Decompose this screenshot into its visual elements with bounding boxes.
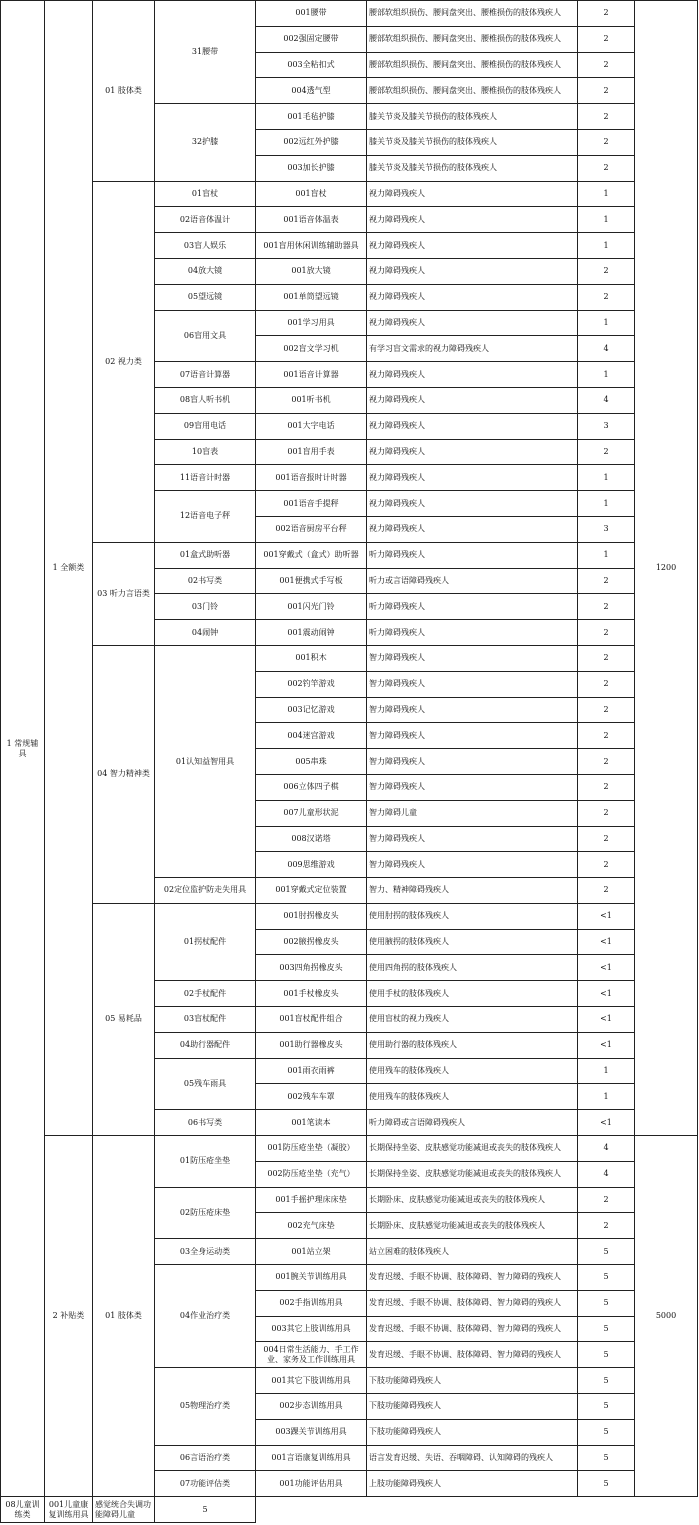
subcategory-cell: 07功能评估类 xyxy=(155,1471,256,1497)
item-target-cell: 智力障碍残疾人 xyxy=(367,826,578,852)
item-years-cell: 5 xyxy=(578,1419,635,1445)
item-target-cell: 视力障碍残疾人 xyxy=(367,233,578,259)
item-target-cell: 听力障碍或言语障碍残疾人 xyxy=(367,1110,578,1136)
item-years-cell: 3 xyxy=(578,516,635,542)
item-years-cell: 1 xyxy=(578,207,635,233)
item-name-cell: 001功能评估用具 xyxy=(256,1471,367,1497)
amount-cell: 5000 xyxy=(635,1136,698,1497)
item-target-cell: 长期保持坐姿、皮肤感觉功能减退或丧失的肢体残疾人 xyxy=(367,1136,578,1162)
subcategory-cell: 03全身运动类 xyxy=(155,1239,256,1265)
subcategory-cell: 31腰带 xyxy=(155,1,256,104)
item-target-cell: 发育迟缓、手眼不协调、肢体障碍、智力障碍的残疾人 xyxy=(367,1316,578,1342)
item-target-cell: 使用四角拐的肢体残疾人 xyxy=(367,955,578,981)
item-target-cell: 上肢功能障碍残疾人 xyxy=(367,1471,578,1497)
item-years-cell: 4 xyxy=(578,1136,635,1162)
item-years-cell: 2 xyxy=(578,749,635,775)
item-years-cell: 2 xyxy=(578,1213,635,1239)
item-years-cell: <1 xyxy=(578,1007,635,1033)
item-target-cell: 视力障碍残疾人 xyxy=(367,310,578,336)
item-target-cell: 站立困难的肢体残疾人 xyxy=(367,1239,578,1265)
item-target-cell: 腰部软组织损伤、腰间盘突出、腰椎损伤的肢体残疾人 xyxy=(367,1,578,27)
item-years-cell: 2 xyxy=(578,258,635,284)
item-target-cell: 膝关节炎及膝关节损伤的肢体残疾人 xyxy=(367,129,578,155)
subcategory-cell: 06盲用文具 xyxy=(155,310,256,362)
item-years-cell: 5 xyxy=(578,1471,635,1497)
item-years-cell: 1 xyxy=(578,362,635,388)
subcategory-cell: 02书写类 xyxy=(155,568,256,594)
item-name-cell: 003踝关节训练用具 xyxy=(256,1419,367,1445)
item-name-cell: 003全粘扣式 xyxy=(256,52,367,78)
item-name-cell: 001笔读本 xyxy=(256,1110,367,1136)
subcategory-cell: 03盲人娱乐 xyxy=(155,233,256,259)
item-name-cell: 001盲用手表 xyxy=(256,439,367,465)
item-years-cell: 2 xyxy=(578,284,635,310)
table-row xyxy=(1,1,698,27)
item-years-cell: 2 xyxy=(578,568,635,594)
item-name-cell: 005串珠 xyxy=(256,749,367,775)
item-name-cell: 002盲文学习机 xyxy=(256,336,367,362)
item-years-cell: 1 xyxy=(578,465,635,491)
category-l3-cell: 01 肢体类 xyxy=(93,1136,155,1497)
item-name-cell: 002残车车罩 xyxy=(256,1084,367,1110)
item-name-cell: 001肘拐橡皮头 xyxy=(256,903,367,929)
subcategory-cell: 10盲表 xyxy=(155,439,256,465)
category-l3-cell: 04 智力精神类 xyxy=(93,645,155,903)
item-name-cell: 001听书机 xyxy=(256,387,367,413)
item-years-cell: <1 xyxy=(578,1110,635,1136)
subcategory-cell: 08盲人听书机 xyxy=(155,387,256,413)
item-name-cell: 001雨衣雨裤 xyxy=(256,1058,367,1084)
item-years-cell: 2 xyxy=(578,439,635,465)
table-row xyxy=(1,903,698,929)
subcategory-cell: 04作业治疗类 xyxy=(155,1265,256,1368)
item-years-cell: 2 xyxy=(578,697,635,723)
item-target-cell: 视力障碍残疾人 xyxy=(367,491,578,517)
item-name-cell: 001毛毡护膝 xyxy=(256,104,367,130)
item-years-cell: 1 xyxy=(578,491,635,517)
subcategory-cell: 02手杖配件 xyxy=(155,981,256,1007)
item-name-cell: 004日常生活能力、手工作业、家务及工作训练用具 xyxy=(256,1342,367,1368)
item-years-cell: <1 xyxy=(578,903,635,929)
item-name-cell: 001助行器橡皮头 xyxy=(256,1032,367,1058)
category-l3-cell: 02 视力类 xyxy=(93,181,155,542)
subcategory-cell: 09盲用电话 xyxy=(155,413,256,439)
subcategory-cell: 01盒式助听器 xyxy=(155,542,256,568)
item-years-cell: 2 xyxy=(578,620,635,646)
item-target-cell: 下肢功能障碍残疾人 xyxy=(367,1419,578,1445)
item-target-cell: 使用残车的肢体残疾人 xyxy=(367,1084,578,1110)
item-target-cell: 视力障碍残疾人 xyxy=(367,387,578,413)
item-target-cell: 听力或言语障碍残疾人 xyxy=(367,568,578,594)
item-years-cell: <1 xyxy=(578,929,635,955)
item-target-cell: 使用腋拐的肢体残疾人 xyxy=(367,929,578,955)
item-target-cell: 视力障碍残疾人 xyxy=(367,258,578,284)
category-l2-cell: 1 全额类 xyxy=(45,1,93,1136)
item-years-cell: 2 xyxy=(578,594,635,620)
item-target-cell: 长期卧床、皮肤感觉功能减退或丧失的肢体残疾人 xyxy=(367,1187,578,1213)
item-name-cell: 002防压疮坐垫（充气） xyxy=(256,1161,367,1187)
item-target-cell: 使用盲杖的视力残疾人 xyxy=(367,1007,578,1033)
item-years-cell: 3 xyxy=(578,413,635,439)
item-years-cell: 2 xyxy=(578,129,635,155)
item-years-cell: 5 xyxy=(578,1342,635,1368)
subcategory-cell: 05物理治疗类 xyxy=(155,1368,256,1445)
category-l3-cell: 01 肢体类 xyxy=(93,1,155,182)
item-target-cell: 视力障碍残疾人 xyxy=(367,362,578,388)
subcategory-cell: 05残车雨具 xyxy=(155,1058,256,1110)
item-target-cell: 腰部软组织损伤、腰间盘突出、腰椎损伤的肢体残疾人 xyxy=(367,52,578,78)
item-target-cell: 有学习盲文需求的视力障碍残疾人 xyxy=(367,336,578,362)
item-name-cell: 001震动闹钟 xyxy=(256,620,367,646)
item-name-cell: 001放大镜 xyxy=(256,258,367,284)
item-years-cell: 1 xyxy=(578,233,635,259)
category-l3-cell: 05 易耗品 xyxy=(93,903,155,1135)
item-years-cell: <1 xyxy=(578,981,635,1007)
amount-cell: 1200 xyxy=(635,1,698,1136)
item-years-cell: 2 xyxy=(578,78,635,104)
item-target-cell: 下肢功能障碍残疾人 xyxy=(367,1368,578,1394)
table-row xyxy=(1,645,698,671)
item-name-cell: 001手杖橡皮头 xyxy=(256,981,367,1007)
item-target-cell: 发育迟缓、手眼不协调、肢体障碍、智力障碍的残疾人 xyxy=(367,1342,578,1368)
item-name-cell: 001站立架 xyxy=(256,1239,367,1265)
subcategory-cell: 06言语治疗类 xyxy=(155,1445,256,1471)
subcategory-cell: 08儿童训练类 xyxy=(1,1497,45,1523)
item-name-cell: 001语音手提秤 xyxy=(256,491,367,517)
subcategory-cell: 04放大镜 xyxy=(155,258,256,284)
item-name-cell: 001大字电话 xyxy=(256,413,367,439)
table-row xyxy=(1,1136,698,1162)
table-row xyxy=(1,1497,698,1523)
item-years-cell: 2 xyxy=(578,800,635,826)
subcategory-cell: 01盲杖 xyxy=(155,181,256,207)
item-name-cell: 002腋拐橡皮头 xyxy=(256,929,367,955)
item-target-cell: 智力障碍残疾人 xyxy=(367,671,578,697)
item-name-cell: 003加长护膝 xyxy=(256,155,367,181)
item-name-cell: 006立体四子棋 xyxy=(256,774,367,800)
item-target-cell: 语言发育迟缓、失语、吞咽障碍、认知障碍的残疾人 xyxy=(367,1445,578,1471)
subcategory-cell: 03盲杖配件 xyxy=(155,1007,256,1033)
item-name-cell: 003记忆游戏 xyxy=(256,697,367,723)
item-years-cell: 2 xyxy=(578,52,635,78)
item-target-cell: 视力障碍残疾人 xyxy=(367,465,578,491)
item-target-cell: 腰部软组织损伤、腰间盘突出、腰椎损伤的肢体残疾人 xyxy=(367,78,578,104)
item-name-cell: 001盲杖配件组合 xyxy=(256,1007,367,1033)
item-name-cell: 001腰带 xyxy=(256,1,367,27)
item-years-cell: 5 xyxy=(578,1290,635,1316)
item-target-cell: 使用手杖的肢体残疾人 xyxy=(367,981,578,1007)
item-years-cell: 1 xyxy=(578,310,635,336)
item-years-cell: <1 xyxy=(578,955,635,981)
item-years-cell: 2 xyxy=(578,104,635,130)
item-target-cell: 使用残车的肢体残疾人 xyxy=(367,1058,578,1084)
item-name-cell: 002步态训练用具 xyxy=(256,1394,367,1420)
item-name-cell: 001穿戴式定位装置 xyxy=(256,878,367,904)
item-name-cell: 001语音报时计时器 xyxy=(256,465,367,491)
item-name-cell: 001闪光门铃 xyxy=(256,594,367,620)
category-l1-cell: 1 常规辅具 xyxy=(1,1,45,1497)
item-name-cell: 001言语康复训练用具 xyxy=(256,1445,367,1471)
item-name-cell: 001盲杖 xyxy=(256,181,367,207)
item-target-cell: 智力障碍残疾人 xyxy=(367,723,578,749)
item-years-cell: 5 xyxy=(578,1445,635,1471)
item-name-cell: 002语音厨房平台秤 xyxy=(256,516,367,542)
item-target-cell: 发育迟缓、手眼不协调、肢体障碍、智力障碍的残疾人 xyxy=(367,1290,578,1316)
item-target-cell: 发育迟缓、手眼不协调、肢体障碍、智力障碍的残疾人 xyxy=(367,1265,578,1291)
subcategory-cell: 02防压疮床垫 xyxy=(155,1187,256,1239)
item-years-cell: 2 xyxy=(578,723,635,749)
item-target-cell: 智力障碍残疾人 xyxy=(367,852,578,878)
item-target-cell: 腰部软组织损伤、腰间盘突出、腰椎损伤的肢体残疾人 xyxy=(367,26,578,52)
item-target-cell: 智力障碍残疾人 xyxy=(367,774,578,800)
subcategory-cell: 11语音计时器 xyxy=(155,465,256,491)
item-name-cell: 001防压疮坐垫（凝胶） xyxy=(256,1136,367,1162)
item-years-cell: 5 xyxy=(578,1239,635,1265)
item-target-cell: 使用助行器的肢体残疾人 xyxy=(367,1032,578,1058)
item-years-cell: 2 xyxy=(578,1,635,27)
item-name-cell: 008汉诺塔 xyxy=(256,826,367,852)
item-target-cell: 视力障碍残疾人 xyxy=(367,207,578,233)
item-years-cell: 5 xyxy=(578,1368,635,1394)
item-target-cell: 视力障碍残疾人 xyxy=(367,413,578,439)
item-name-cell: 001积木 xyxy=(256,645,367,671)
subcategory-cell: 07语音计算器 xyxy=(155,362,256,388)
subcategory-cell: 01认知益智用具 xyxy=(155,645,256,877)
subcategory-cell: 02语音体温计 xyxy=(155,207,256,233)
item-name-cell: 002远红外护膝 xyxy=(256,129,367,155)
item-years-cell: 2 xyxy=(578,878,635,904)
item-name-cell: 002充气床垫 xyxy=(256,1213,367,1239)
item-target-cell: 听力障碍残疾人 xyxy=(367,620,578,646)
item-years-cell: 1 xyxy=(578,1084,635,1110)
item-years-cell: 4 xyxy=(578,1161,635,1187)
subcategory-cell: 32护膝 xyxy=(155,104,256,181)
item-target-cell: 智力障碍残疾人 xyxy=(367,645,578,671)
category-l2-cell: 2 补贴类 xyxy=(45,1136,93,1497)
table-row xyxy=(1,542,698,568)
item-target-cell: 视力障碍残疾人 xyxy=(367,284,578,310)
item-target-cell: 听力障碍残疾人 xyxy=(367,542,578,568)
subcategory-cell: 01拐杖配件 xyxy=(155,903,256,980)
subcategory-cell: 02定位监护防走失用具 xyxy=(155,878,256,904)
table-body xyxy=(1,1,698,1523)
item-name-cell: 001穿戴式（盒式）助听器 xyxy=(256,542,367,568)
item-years-cell: 2 xyxy=(578,645,635,671)
item-name-cell: 001学习用具 xyxy=(256,310,367,336)
subcategory-cell: 04闹钟 xyxy=(155,620,256,646)
item-name-cell: 001腕关节训练用具 xyxy=(256,1265,367,1291)
item-years-cell: 2 xyxy=(578,671,635,697)
item-name-cell: 003其它上肢训练用具 xyxy=(256,1316,367,1342)
item-name-cell: 003四角拐橡皮头 xyxy=(256,955,367,981)
item-years-cell: 2 xyxy=(578,826,635,852)
category-l3-cell: 03 听力言语类 xyxy=(93,542,155,645)
item-name-cell: 009思维游戏 xyxy=(256,852,367,878)
subcategory-cell: 06书写类 xyxy=(155,1110,256,1136)
item-name-cell: 002钓竿游戏 xyxy=(256,671,367,697)
item-years-cell: 5 xyxy=(578,1394,635,1420)
item-target-cell: 膝关节炎及膝关节损伤的肢体残疾人 xyxy=(367,104,578,130)
item-years-cell: 4 xyxy=(578,336,635,362)
item-target-cell: 智力障碍残疾人 xyxy=(367,697,578,723)
item-name-cell: 001盲用休闲训练辅助器具 xyxy=(256,233,367,259)
item-years-cell: 2 xyxy=(578,1187,635,1213)
item-name-cell: 001单筒望远镜 xyxy=(256,284,367,310)
item-target-cell: 智力、精神障碍残疾人 xyxy=(367,878,578,904)
item-target-cell: 长期卧床、皮肤感觉功能减退或丧失的肢体残疾人 xyxy=(367,1213,578,1239)
item-target-cell: 视力障碍残疾人 xyxy=(367,439,578,465)
item-years-cell: 5 xyxy=(155,1497,256,1523)
item-name-cell: 002手指训练用具 xyxy=(256,1290,367,1316)
item-name-cell: 002强固定腰带 xyxy=(256,26,367,52)
item-name-cell: 001语音计算器 xyxy=(256,362,367,388)
item-target-cell: 智力障碍儿童 xyxy=(367,800,578,826)
subcategory-cell: 05望远镜 xyxy=(155,284,256,310)
subcategory-cell: 03门铃 xyxy=(155,594,256,620)
item-years-cell: 5 xyxy=(578,1265,635,1291)
table-row xyxy=(1,181,698,207)
item-years-cell: 1 xyxy=(578,181,635,207)
item-years-cell: 2 xyxy=(578,852,635,878)
item-target-cell: 视力障碍残疾人 xyxy=(367,516,578,542)
item-name-cell: 001语音体温表 xyxy=(256,207,367,233)
item-target-cell: 膝关节炎及膝关节损伤的肢体残疾人 xyxy=(367,155,578,181)
item-name-cell: 004迷宫游戏 xyxy=(256,723,367,749)
item-years-cell: <1 xyxy=(578,1032,635,1058)
item-target-cell: 视力障碍残疾人 xyxy=(367,181,578,207)
subcategory-cell: 04助行器配件 xyxy=(155,1032,256,1058)
subcategory-cell: 01防压疮坐垫 xyxy=(155,1136,256,1188)
item-name-cell: 001便携式手写板 xyxy=(256,568,367,594)
item-years-cell: 4 xyxy=(578,387,635,413)
item-years-cell: 2 xyxy=(578,26,635,52)
item-years-cell: 2 xyxy=(578,155,635,181)
item-target-cell: 感觉统合失调功能障碍儿童 xyxy=(93,1497,155,1523)
item-target-cell: 智力障碍残疾人 xyxy=(367,749,578,775)
item-name-cell: 001其它下肢训练用具 xyxy=(256,1368,367,1394)
item-target-cell: 听力障碍残疾人 xyxy=(367,594,578,620)
item-name-cell: 001手摇护理床床垫 xyxy=(256,1187,367,1213)
item-name-cell: 007儿童形状泥 xyxy=(256,800,367,826)
item-years-cell: 1 xyxy=(578,542,635,568)
item-name-cell: 001儿童康复训练用具 xyxy=(45,1497,93,1523)
item-years-cell: 5 xyxy=(578,1316,635,1342)
subcategory-cell: 12语音电子秤 xyxy=(155,491,256,543)
item-target-cell: 下肢功能障碍残疾人 xyxy=(367,1394,578,1420)
item-name-cell: 004透气型 xyxy=(256,78,367,104)
item-target-cell: 使用肘拐的肢体残疾人 xyxy=(367,903,578,929)
item-years-cell: 2 xyxy=(578,774,635,800)
item-target-cell: 长期保持坐姿、皮肤感觉功能减退或丧失的肢体残疾人 xyxy=(367,1161,578,1187)
item-years-cell: 1 xyxy=(578,1058,635,1084)
